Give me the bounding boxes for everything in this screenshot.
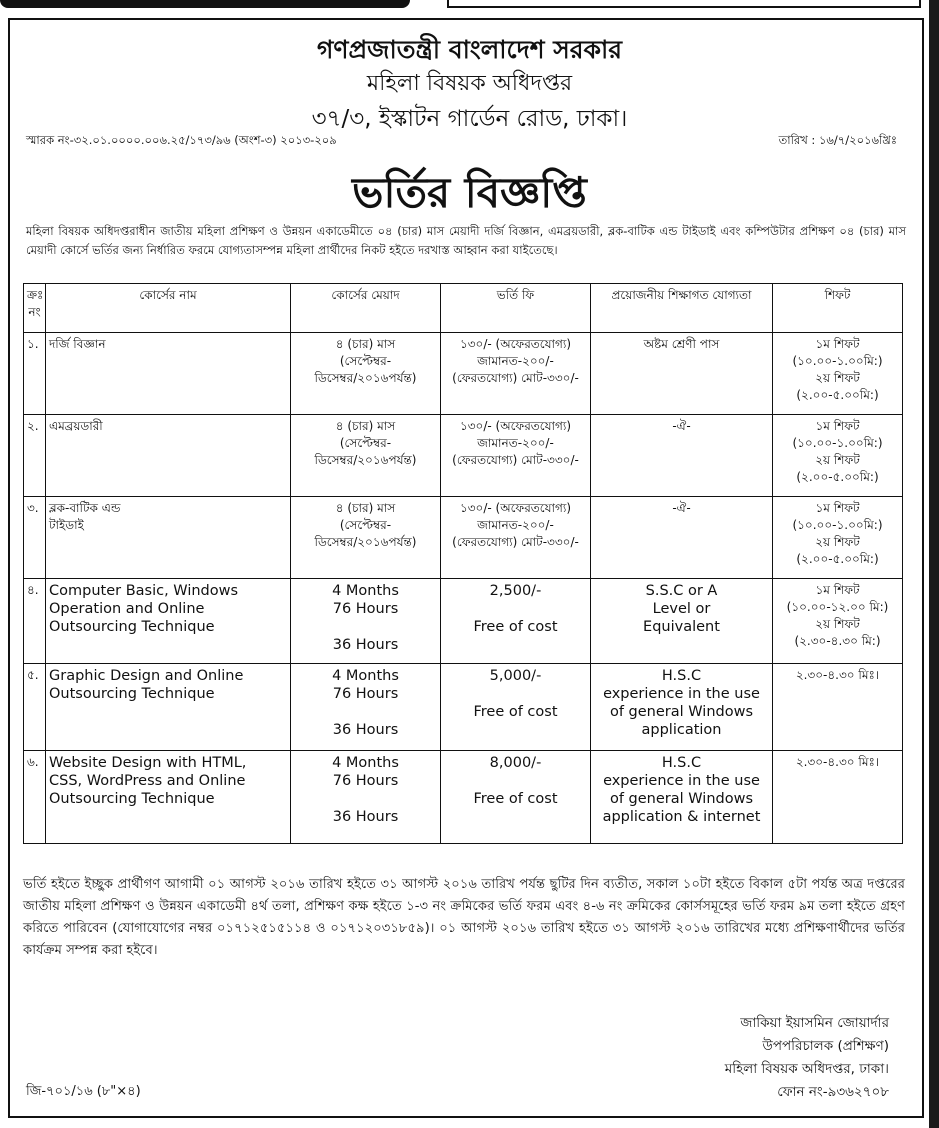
shift-cell: ১ম শিফট (১০.০০-১২.০০ মি:) ২য় শিফট (২.৩০-৪.৩০ মি:) — [773, 579, 903, 664]
shift-cell: ১ম শিফট (১০.০০-১.০০মি:) ২য় শিফট (২.০০-৫.০০মি:) — [773, 497, 903, 579]
header-fee: ভর্তি ফি — [441, 284, 591, 333]
header-shift: শিফট — [773, 284, 903, 333]
qualification-cell: অষ্টম শ্রেণী পাস — [591, 333, 773, 415]
course-table — [23, 283, 903, 844]
course-name-cell: Website Design with HTML, CSS, WordPress and Online Outsourcing Technique — [46, 751, 291, 844]
header-serial: ক্রঃ নং — [24, 284, 46, 333]
reference-number: স্মারক নং-৩২.০১.০০০০.০০৬.২৫/১৭৩/৯৬ (অংশ-৩) ২০১৩-২০৯ — [26, 133, 337, 147]
signature-block — [725, 1012, 889, 1104]
serial-cell: ১. — [24, 333, 46, 415]
qualification-cell: -ঐ- — [591, 415, 773, 497]
header-duration: কোর্সের মেয়াদ — [291, 284, 441, 333]
course-name-cell: ব্লক-বাটিক এন্ড টাইডাই — [46, 497, 291, 579]
signatory-name: জাকিয়া ইয়াসমিন জোয়ার্দার — [740, 1015, 889, 1031]
table-row — [24, 664, 903, 751]
print-code: জি-৭০১/১৬ (৮"×৪) — [26, 1084, 141, 1099]
course-name-cell: Graphic Design and Online Outsourcing Technique — [46, 664, 291, 751]
duration-cell: 4 Months 76 Hours 36 Hours — [291, 664, 441, 751]
serial-cell: ৩. — [24, 497, 46, 579]
fee-cell: ১৩০/- (অফেরতযোগ্য) জামানত-২০০/- (ফেরতযোগ্য) মোট-৩৩০/- — [441, 497, 591, 579]
course-name-cell: Computer Basic, Windows Operation and Online Outsourcing Technique — [46, 579, 291, 664]
top-decorative-box — [447, 0, 921, 8]
table-row — [24, 579, 903, 664]
fee-cell: 8,000/- Free of cost — [441, 751, 591, 844]
table-row — [24, 751, 903, 844]
table-row — [24, 415, 903, 497]
table-header-row — [24, 284, 903, 333]
admission-instructions: ভর্তি হইতে ইচ্ছুক প্রার্থীগণ আগামী ০১ আগস্ট ২০১৬ তারিখ হইতে ৩১ আগস্ট ২০১৬ তারিখ পর্যন্ত ছুটির দিন ব্যতীত, সকাল ১০টা হইতে বিকাল ৫টা পর্যন্ত অত্র দপ্তরের জাতীয় মহিলা প্রশিক্ষণ ও উন্নয়ন একাডেমী ৪র্থ তলা, প্রশিক্ষণ কক্ষ হইতে ১-৩ নং ক্রমিকের ভর্তি ফরম এবং ৪-৬ নং ক্রমিকের কোর্সসমূহের ভর্তি ফরম ৯ম তলা হইতে গ্রহণ করিতে পারিবেন (যোগাযোগের নম্বর ০১৭১২৫১৫১১৪ ও ০১৭১২০৩১৮৫৯)। ০১ আগস্ট ২০১৬ তারিখ হইতে ৩১ আগস্ট ২০১৬ তারিখের মধ্যে প্রশিক্ষণার্থীদের ভর্তির কার্যক্রম সম্পন্ন করা হইবে। — [23, 877, 905, 958]
shift-cell: ২.৩০-৪.৩০ মিঃ। — [773, 664, 903, 751]
qualification-cell: -ঐ- — [591, 497, 773, 579]
qualification-cell: H.S.C experience in the use of general Windows application — [591, 664, 773, 751]
header-government: গণপ্রজাতন্ত্রী বাংলাদেশ সরকার — [317, 35, 622, 64]
qualification-cell: H.S.C experience in the use of general Windows application & internet — [591, 751, 773, 844]
header-department: মহিলা বিষয়ক অধিদপ্তর — [366, 71, 573, 96]
duration-cell: 4 Months 76 Hours 36 Hours — [291, 579, 441, 664]
shift-cell: ২.৩০-৪.৩০ মিঃ। — [773, 751, 903, 844]
fee-cell: ১৩০/- (অফেরতযোগ্য) জামানত-২০০/- (ফেরতযোগ্য) মোট-৩৩০/- — [441, 333, 591, 415]
signatory-office: মহিলা বিষয়ক অধিদপ্তর, ঢাকা। — [724, 1061, 889, 1077]
header-address: ৩৭/৩, ইস্কাটন গার্ডেন রোড, ঢাকা। — [311, 106, 628, 132]
serial-cell: ৬. — [24, 751, 46, 844]
header-qualification: প্রয়োজনীয় শিক্ষাগত যোগ্যতা — [591, 284, 773, 333]
fee-cell: 2,500/- Free of cost — [441, 579, 591, 664]
fee-cell: 5,000/- Free of cost — [441, 664, 591, 751]
intro-paragraph: মহিলা বিষয়ক অধিদপ্তরাধীন জাতীয় মহিলা প্রশিক্ষণ ও উন্নয়ন একাডেমীতে ০৪ (চার) মাস মেয়াদী দর্জি বিজ্ঞান, এমব্রয়ডারী, ব্লক-বাটিক এন্ড টাইডাই এবং কম্পিউটার প্রশিক্ষণ ০৪ (চার) মাস মেয়াদী কোর্সে ভর্তির জন্য নির্ধারিত ফরমে যোগ্যতাসম্পন্ন মহিলা প্রার্থীদের নিকট হইতে দরখাস্ত আহ্বান করা যাইতেছে। — [26, 224, 906, 257]
duration-cell: ৪ (চার) মাস (সেপ্টেম্বর- ডিসেম্বর/২০১৬পর্যন্ত) — [291, 497, 441, 579]
course-name-cell: এমব্রয়ডারী — [46, 415, 291, 497]
table-row — [24, 497, 903, 579]
serial-cell: ২. — [24, 415, 46, 497]
notice-title: ভর্তির বিজ্ঞপ্তি — [352, 168, 587, 217]
header-course-name: কোর্সের নাম — [46, 284, 291, 333]
shift-cell: ১ম শিফট (১০.০০-১.০০মি:) ২য় শিফট (২.০০-৫.০০মি:) — [773, 415, 903, 497]
shift-cell: ১ম শিফট (১০.০০-১.০০মি:) ২য় শিফট (২.০০-৫.০০মি:) — [773, 333, 903, 415]
notice-date: তারিখ : ১৬/৭/২০১৬খ্রিঃ — [778, 133, 897, 147]
fee-cell: ১৩০/- (অফেরতযোগ্য) জামানত-২০০/- (ফেরতযোগ্য) মোট-৩৩০/- — [441, 415, 591, 497]
qualification-cell: S.S.C or A Level or Equivalent — [591, 579, 773, 664]
signatory-designation: উপপরিচালক (প্রশিক্ষণ) — [762, 1038, 889, 1054]
table-row — [24, 333, 903, 415]
signatory-phone: ফোন নং-৯৩৬২৭০৮ — [777, 1084, 889, 1100]
serial-cell: ৫. — [24, 664, 46, 751]
duration-cell: ৪ (চার) মাস (সেপ্টেম্বর- ডিসেম্বর/২০১৬পর্যন্ত) — [291, 333, 441, 415]
duration-cell: 4 Months 76 Hours 36 Hours — [291, 751, 441, 844]
duration-cell: ৪ (চার) মাস (সেপ্টেম্বর- ডিসেম্বর/২০১৬পর্যন্ত) — [291, 415, 441, 497]
course-name-cell: দর্জি বিজ্ঞান — [46, 333, 291, 415]
serial-cell: ৪. — [24, 579, 46, 664]
top-decorative-bar — [0, 0, 410, 8]
